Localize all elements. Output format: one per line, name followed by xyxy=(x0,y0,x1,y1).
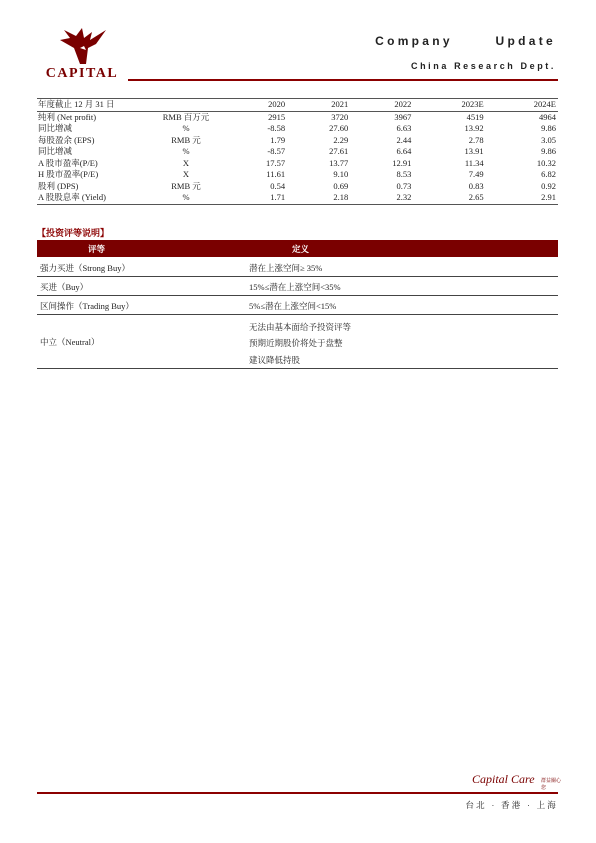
table-row: 股利 (DPS) RMB 元 0.54 0.69 0.73 0.83 0.92 xyxy=(38,180,556,191)
rating-row xyxy=(37,314,558,369)
header-divider xyxy=(128,79,558,81)
rating-definition: 建议降低持股 xyxy=(249,355,301,365)
rating-section-title: 【投资评等说明】 xyxy=(37,228,110,238)
rating-definition: 5%≤潜在上涨空间<15% xyxy=(249,301,337,311)
rating-table-header xyxy=(37,240,558,257)
rating-definition: 预期近期股价将处于盘整 xyxy=(249,338,343,348)
year-col: 2020 xyxy=(224,99,287,112)
rating-definition: 无法由基本面给予投资评等 xyxy=(249,322,352,332)
footer-divider xyxy=(37,792,558,794)
brand-name: Capital Care xyxy=(472,772,535,786)
rating-label: 区间操作（Trading Buy） xyxy=(40,301,134,311)
rating-row xyxy=(37,295,558,315)
year-col: 2023E xyxy=(413,99,485,112)
rating-row xyxy=(37,257,558,277)
table-row: 同比增减 % -8.58 27.60 6.63 13.92 9.86 xyxy=(38,123,556,133)
table-row: 纯利 (Net profit) RMB 百万元 2915 3720 3967 4519 4964 xyxy=(38,111,556,122)
header-label: 年度截止 12 月 31 日 xyxy=(37,99,148,112)
rating-col-header: 评等 xyxy=(88,244,106,254)
rating-row xyxy=(37,276,558,296)
rating-definition: 15%≤潜在上涨空间<35% xyxy=(249,282,341,292)
rating-definition: 潜在上涨空间≥ 35% xyxy=(249,263,323,273)
eagle-icon xyxy=(50,26,114,66)
brand-tagline: 群益關心您 xyxy=(541,779,562,791)
report-department: China Research Dept. xyxy=(410,61,556,71)
logo-text: CAPITAL xyxy=(45,66,119,81)
year-col: 2022 xyxy=(350,99,413,112)
year-col: 2024E xyxy=(486,99,558,112)
office-locations: 台北 · 香港 · 上海 xyxy=(465,800,558,810)
financial-summary-table xyxy=(37,98,558,205)
rating-label: 中立（Neutral） xyxy=(40,337,100,347)
table-row: H 股市盈率(P/E) X 11.61 9.10 8.53 7.49 6.82 xyxy=(38,169,556,179)
year-col: 2021 xyxy=(287,99,350,112)
table-header-row xyxy=(37,99,558,112)
table-row: A 股市盈率(P/E) X 17.57 13.77 12.91 11.34 10.32 xyxy=(38,157,556,168)
rating-label: 强力买进（Strong Buy） xyxy=(40,263,130,273)
table-row: A 股股息率 (Yield) % 1.71 2.18 2.32 2.65 2.91 xyxy=(38,192,556,202)
table-row: 同比增减 % -8.57 27.61 6.64 13.91 9.86 xyxy=(38,146,556,156)
capital-logo xyxy=(36,26,128,82)
rating-label: 买进（Buy） xyxy=(40,282,89,292)
definition-col-header: 定义 xyxy=(292,244,310,254)
report-type: Company Update xyxy=(375,34,556,48)
capital-care-logo xyxy=(472,772,562,792)
table-row: 每股盈余 (EPS) RMB 元 1.79 2.29 2.44 2.78 3.05 xyxy=(38,134,556,145)
